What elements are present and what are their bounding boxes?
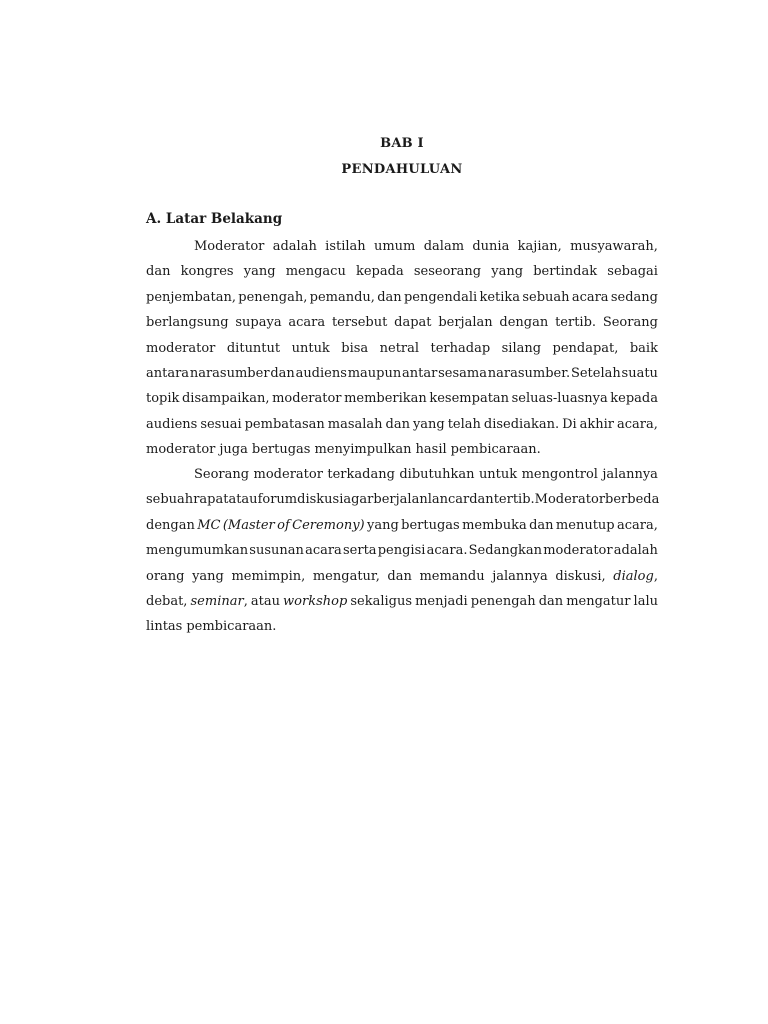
word: pendapat, — [552, 340, 619, 356]
word: moderator — [543, 543, 613, 559]
chapter-number: BAB I — [380, 136, 424, 151]
word: atau — [228, 492, 258, 508]
word: MC — [197, 517, 221, 533]
word: untuk — [478, 467, 518, 482]
word: dan — [377, 289, 402, 305]
word: terhadap — [430, 340, 491, 356]
word: dan — [385, 416, 410, 432]
word: sebuah — [146, 492, 194, 508]
word: acara, — [616, 517, 658, 533]
word: dapat — [394, 315, 432, 331]
word: tersebut — [331, 315, 388, 331]
word: diskusi — [297, 492, 344, 508]
word: antar — [402, 365, 438, 381]
chapter-title: PENDAHULUAN — [341, 162, 463, 177]
word: mengatur, — [312, 568, 380, 584]
word: supaya — [235, 315, 282, 331]
word: sesuai — [200, 416, 242, 432]
word: membuka — [462, 517, 527, 533]
word: pemandu, — [309, 289, 375, 305]
word: tertib. — [555, 315, 597, 331]
word: yang — [192, 568, 224, 584]
word: hasil — [415, 442, 447, 458]
word: sebagai — [607, 264, 658, 280]
text-line — [146, 589, 658, 614]
word: topik — [146, 391, 180, 407]
word: dan — [529, 517, 554, 533]
word: penjembatan, — [146, 289, 236, 305]
word: forum — [257, 492, 298, 508]
word: sesama — [438, 365, 487, 381]
word: netral — [379, 340, 420, 356]
word: serta — [342, 543, 377, 559]
text-line — [146, 285, 658, 310]
text-line — [146, 412, 658, 437]
word: jalannya — [492, 568, 548, 584]
paragraph-2 — [146, 462, 658, 640]
word: memimpin, — [231, 568, 306, 584]
word: audiens — [146, 416, 198, 432]
section-heading: A. Latar Belakang — [146, 211, 283, 227]
word: untuk — [291, 340, 330, 356]
text-line — [146, 361, 658, 386]
word: narasumber — [189, 365, 270, 381]
text-line — [146, 234, 658, 259]
word: kajian, — [517, 239, 562, 254]
word: dan — [270, 365, 295, 381]
word: lancar — [427, 492, 470, 508]
word: orang — [146, 568, 185, 584]
word: memandu — [419, 568, 485, 584]
text-line — [146, 538, 658, 563]
word: kepada — [355, 264, 404, 280]
word: menjadi — [415, 593, 468, 609]
word: dialog, — [613, 568, 658, 584]
word: yang — [243, 264, 276, 280]
word: antara — [146, 365, 190, 381]
word: penengah, — [238, 289, 308, 305]
word: dunia — [472, 239, 510, 254]
word: lalu — [633, 593, 658, 609]
word: maupun — [347, 365, 402, 381]
word: mengontrol — [521, 467, 598, 482]
text-line — [146, 564, 658, 589]
word: atau — [250, 593, 280, 609]
word: agar — [343, 492, 374, 508]
word: terkadang — [327, 467, 395, 482]
word: moderator — [146, 442, 216, 458]
word: berbeda — [605, 492, 660, 508]
word: akhir — [579, 416, 614, 432]
word: seminar, — [190, 593, 248, 609]
word: narasumber. — [487, 365, 571, 381]
word: Sedangkan — [468, 543, 543, 559]
word: tertib. — [493, 492, 535, 508]
text-line — [146, 513, 658, 538]
word: berjalan — [438, 315, 493, 331]
word: disampaikan, — [181, 391, 270, 407]
word: bertindak — [533, 264, 598, 280]
word: susunan — [249, 543, 304, 559]
word: menutup — [555, 517, 615, 533]
word: of — [277, 517, 290, 533]
word: rapat — [193, 492, 229, 508]
word: mengatur — [566, 593, 631, 609]
text-line — [146, 437, 658, 462]
word: Moderator — [534, 492, 606, 508]
word: adalah — [613, 543, 658, 559]
word: bertugas — [251, 442, 311, 458]
word: kongres — [180, 264, 234, 280]
word: disediakan. — [483, 416, 560, 432]
word: adalah — [272, 239, 317, 254]
word: acara — [288, 315, 326, 331]
word: yang — [366, 517, 399, 533]
word: lintas — [146, 619, 183, 635]
word: audiens — [295, 365, 347, 381]
word: (Master — [222, 517, 275, 533]
word: Moderator — [194, 239, 265, 254]
word: jalannya — [602, 467, 658, 482]
word: memberikan — [344, 391, 427, 407]
word: menyimpulkan — [314, 442, 412, 458]
word: moderator — [253, 467, 323, 482]
word: acara — [305, 543, 342, 559]
word: Seorang — [194, 467, 250, 482]
word: Setelah — [570, 365, 621, 381]
word: kesempatan — [429, 391, 510, 407]
word: mengacu — [285, 264, 346, 280]
word: sebuah — [522, 289, 570, 305]
word: berjalan — [373, 492, 428, 508]
word: sedang — [610, 289, 658, 305]
text-line — [146, 487, 658, 512]
word: dengan — [499, 315, 549, 331]
paragraph-1 — [146, 234, 658, 463]
word: pembicaraan. — [186, 619, 277, 635]
text-line — [146, 614, 658, 639]
word: ketika — [479, 289, 521, 305]
word: workshop — [283, 593, 348, 609]
word: juga — [219, 442, 248, 458]
word: yang — [491, 264, 524, 280]
text-line — [146, 310, 658, 335]
word: dituntut — [226, 340, 281, 356]
word: yang — [412, 416, 445, 432]
text-line — [146, 259, 658, 284]
text-line — [146, 336, 658, 361]
word: musyawarah, — [570, 239, 658, 254]
word: moderator — [146, 340, 216, 356]
text-line — [146, 386, 658, 411]
text-line — [146, 462, 658, 487]
word: bisa — [341, 340, 369, 356]
word: masalah — [327, 416, 383, 432]
word: acara. — [426, 543, 468, 559]
word: dan — [538, 593, 564, 609]
word: telah — [447, 416, 481, 432]
word: bertugas — [401, 517, 460, 533]
word: pembicaraan. — [450, 442, 541, 458]
word: dalam — [423, 239, 465, 254]
word: Ceremony) — [292, 517, 365, 533]
word: Di — [562, 416, 577, 432]
word: berlangsung — [146, 315, 229, 331]
word: acara, — [616, 416, 658, 432]
word: debat, — [146, 593, 188, 609]
word: suatu — [621, 365, 658, 381]
word: sekaligus — [350, 593, 413, 609]
word: istilah — [325, 239, 366, 254]
word: pengendali — [403, 289, 478, 305]
word: moderator — [272, 391, 342, 407]
word: pembatasan — [244, 416, 325, 432]
word: mengumumkan — [146, 543, 249, 559]
word: umum — [373, 239, 416, 254]
word: kepada — [610, 391, 658, 407]
word: Seorang — [602, 315, 658, 331]
word: dan — [146, 264, 171, 280]
word: acara — [571, 289, 609, 305]
word: dibutuhkan — [399, 467, 475, 482]
word: pengisi — [377, 543, 426, 559]
word: diskusi, — [555, 568, 606, 584]
word: dan — [387, 568, 412, 584]
word: dengan — [146, 517, 195, 533]
word: seluas-luasnya — [511, 391, 608, 407]
word: penengah — [470, 593, 536, 609]
word: seseorang — [413, 264, 482, 280]
word: baik — [629, 340, 658, 356]
word: dan — [469, 492, 494, 508]
word: silang — [501, 340, 542, 356]
